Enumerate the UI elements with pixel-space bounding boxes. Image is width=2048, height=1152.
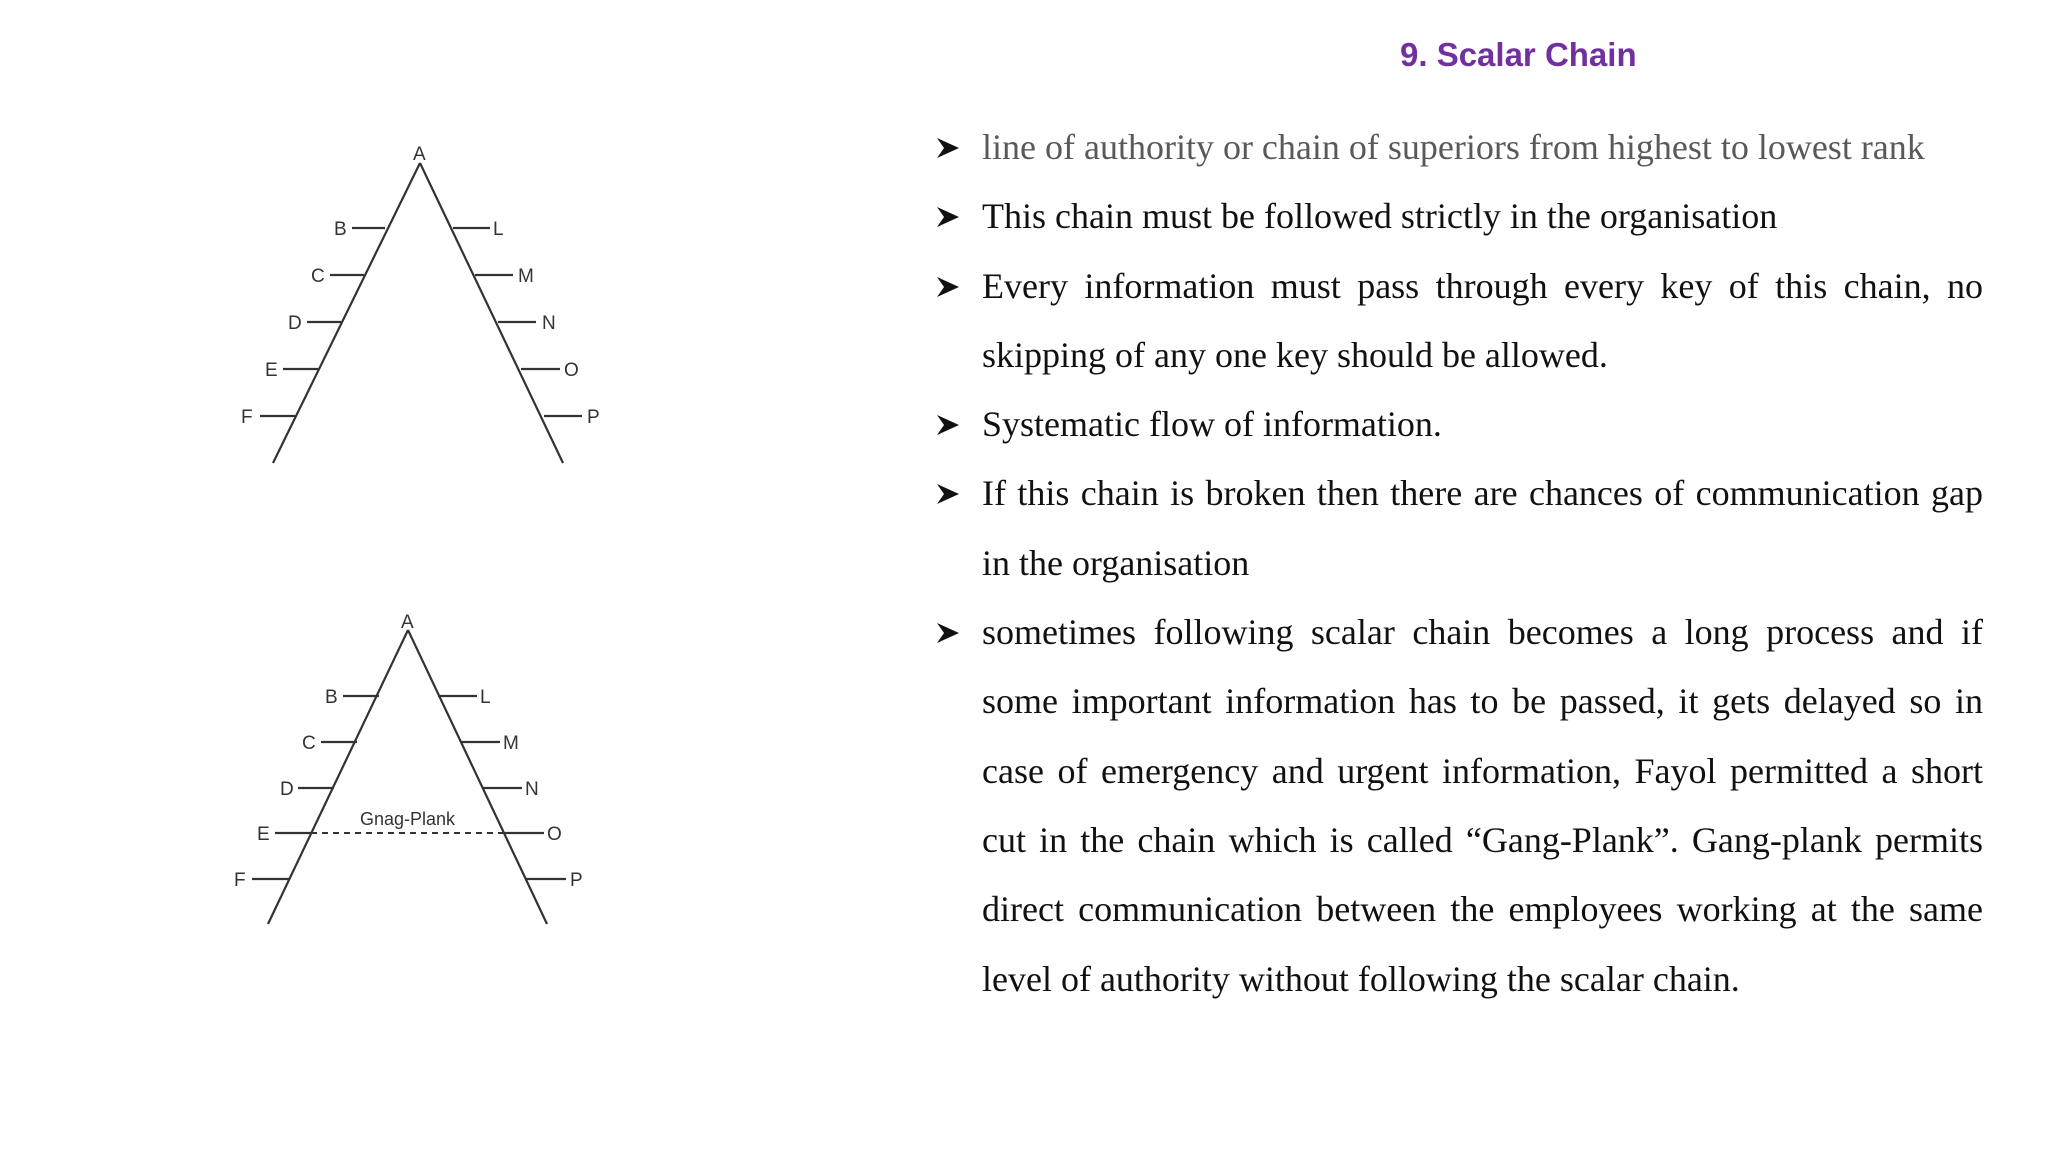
node-f: F [234,870,246,891]
arrow-bullet-icon [935,275,961,299]
arrow-bullet-icon [935,482,961,506]
node-d: D [280,779,294,800]
bullet-item [935,182,1983,251]
bullet-item [935,113,1983,182]
bullet-item [935,390,1983,459]
node-a: A [401,612,414,633]
node-p: P [587,407,600,428]
node-m: M [503,733,519,754]
bullet-text: This chain must be followed strictly in the organisation [982,196,1778,237]
arrow-bullet-icon [935,205,961,229]
node-l: L [493,219,504,240]
bullet-text: Systematic flow of information. [982,404,1442,445]
node-f: F [241,407,253,428]
scalar-chain-diagram [260,163,582,463]
bullet-item [935,598,1983,1014]
node-c: C [311,266,325,287]
node-b: B [334,219,347,240]
bullet-text: Every information must pass through every key of this chain, no skipping of any one key should be allowed. [982,265,1983,375]
node-e: E [265,360,278,381]
gang-plank-diagram [252,630,566,924]
node-o: O [564,360,579,381]
node-p: P [570,870,583,891]
node-b: B [325,687,338,708]
node-a: A [413,144,426,165]
arrow-bullet-icon [935,413,961,437]
node-e: E [257,824,270,845]
scalar-chain-diagrams [0,0,900,1152]
slide-title: 9. Scalar Chain [1400,36,1637,73]
bullet-text: sometimes following scalar chain becomes a long process and if some important information has to be passed, it gets delayed so in case of emergency and urgent information, Fayol permitted a short cut in the chain which is called “Gang-Plank”. Gang-plank permits direct communication between the employees working at the same level of authority without following the scalar chain. [982,612,1983,999]
bullet-item [935,459,1983,598]
bullet-text: If this chain is broken then there are chances of communication gap in the organisation [982,473,1983,583]
bullet-text: line of authority or chain of superiors from highest to lowest rank [982,127,1925,167]
arrow-bullet-icon [935,136,961,160]
node-o: O [547,824,562,845]
bullet-list [935,113,1983,1014]
node-n: N [525,779,539,800]
arrow-bullet-icon [935,621,961,645]
gang-plank-label: Gnag-Plank [360,809,456,829]
node-c: C [302,733,316,754]
node-d: D [288,313,302,334]
node-l: L [480,687,491,708]
node-n: N [542,313,556,334]
node-m: M [518,266,534,287]
bullet-item [935,252,1983,391]
